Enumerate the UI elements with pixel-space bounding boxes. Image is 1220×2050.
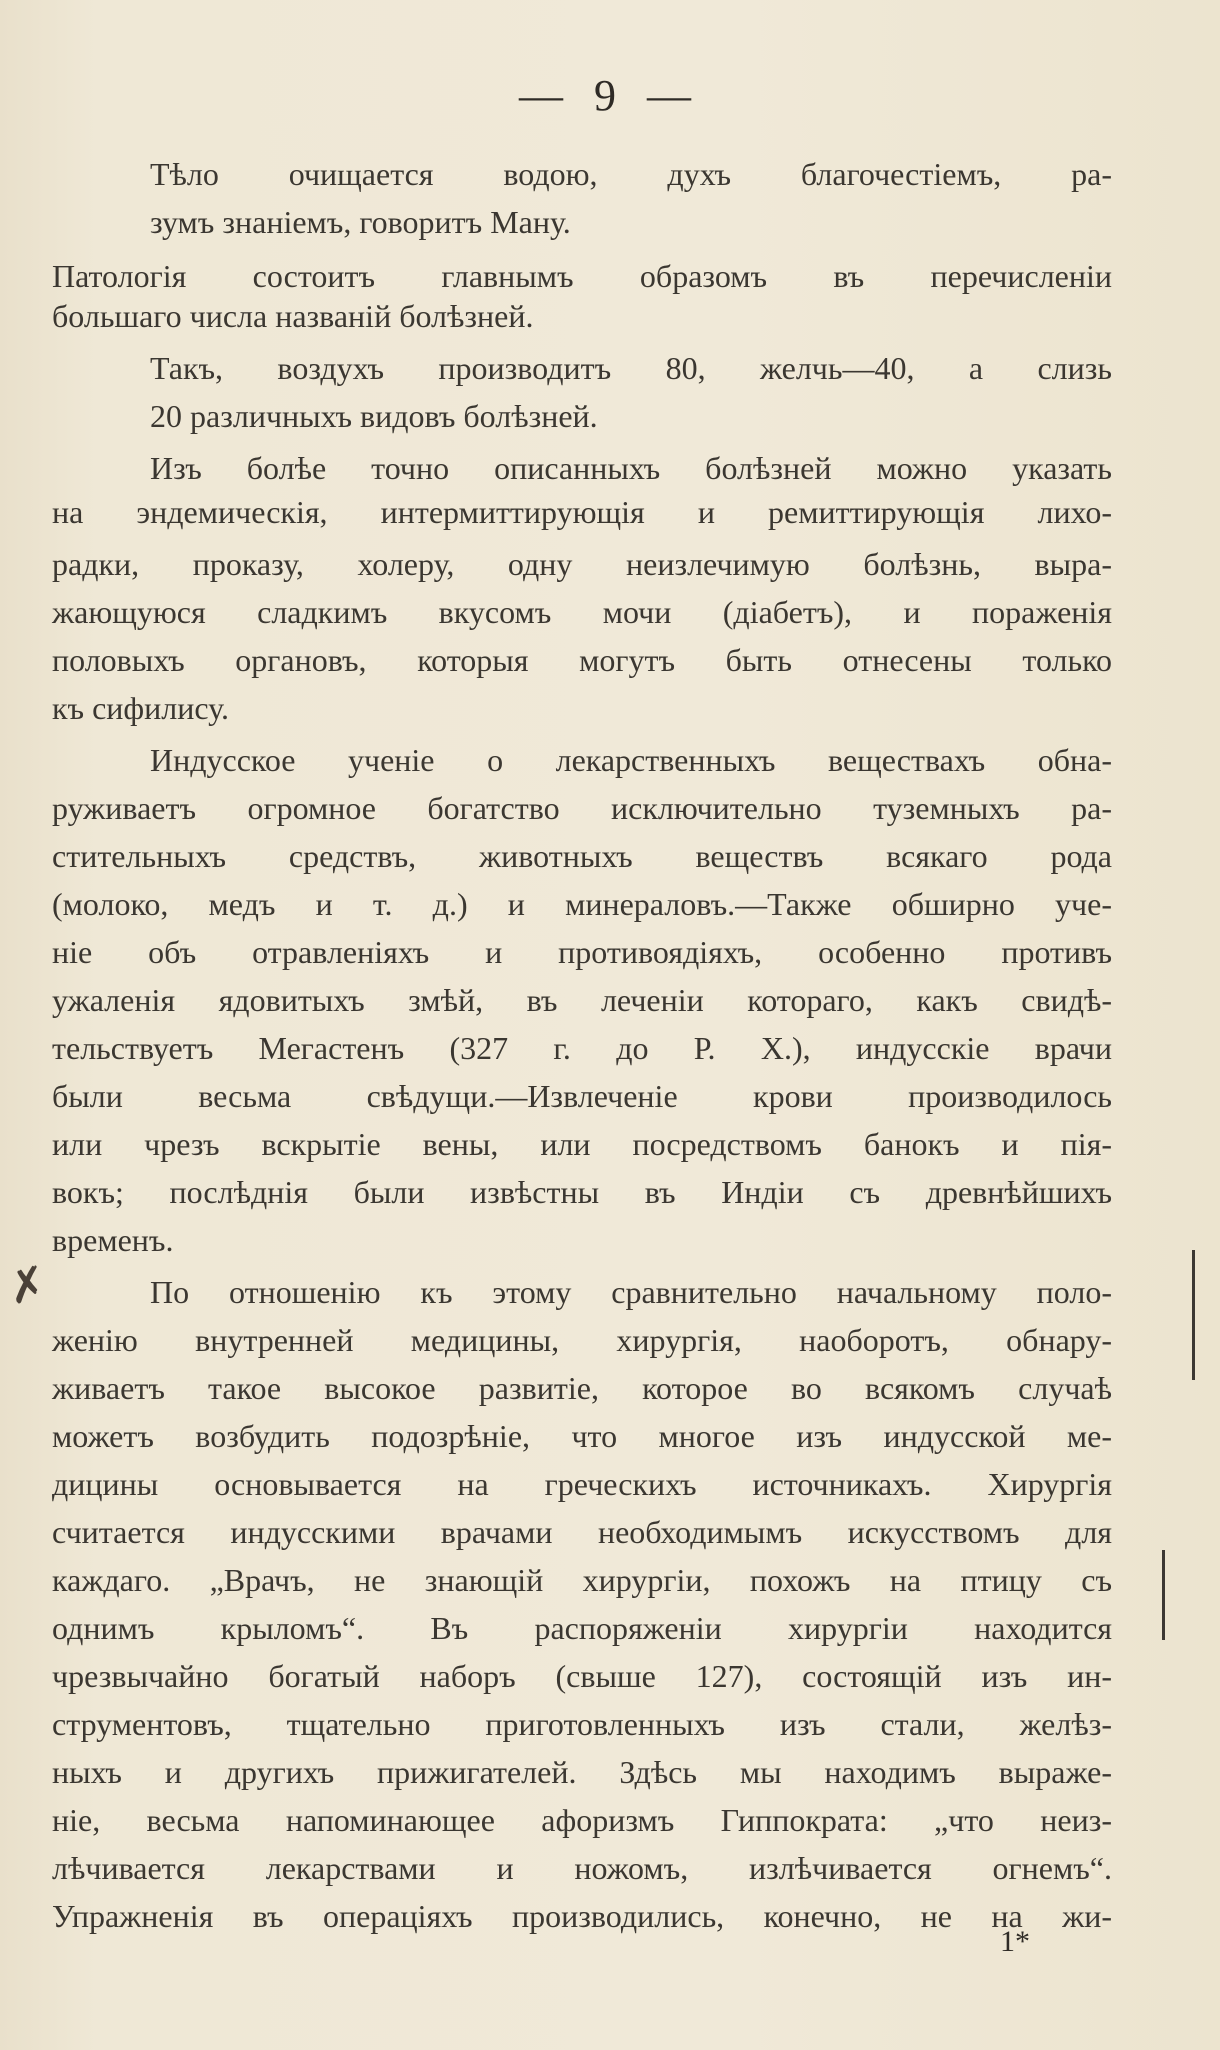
- text-line: лѣчивается лекарствами и ножомъ, излѣчивается огнемъ“.: [52, 1850, 1112, 1886]
- margin-bracket-line: [1162, 1550, 1165, 1640]
- signature-mark: 1*: [1000, 1925, 1030, 1958]
- text-line: зумъ знаніемъ, говоритъ Ману.: [150, 204, 571, 240]
- text-line: вокъ; послѣднія были извѣстны въ Индіи съ древнѣйшихъ: [52, 1174, 1112, 1210]
- text-line: радки, проказу, холеру, одну неизлечимую болѣзнь, выра-: [52, 546, 1112, 582]
- text-line: къ сифилису.: [52, 690, 229, 726]
- text-line: ужаленія ядовитыхъ змѣй, въ леченіи котораго, какъ свидѣ-: [52, 982, 1112, 1018]
- text-line: По отношенію къ этому сравнительно начальному поло-: [150, 1274, 1112, 1310]
- text-line: 20 различныхъ видовъ болѣзней.: [150, 398, 598, 434]
- margin-pencil-mark: ✗: [3, 1256, 52, 1315]
- text-line: на эндемическія, интермиттирующія и ремиттирующія лихо-: [52, 494, 1112, 530]
- text-line: каждаго. „Врачъ, не знающій хирургіи, похожъ на птицу съ: [52, 1562, 1112, 1598]
- text-line: тельствуетъ Мегастенъ (327 г. до Р. Х.), индусскіе врачи: [52, 1030, 1112, 1066]
- margin-bracket-line: [1192, 1250, 1195, 1380]
- text-line: большаго числа названій болѣзней.: [52, 298, 534, 334]
- text-line: женію внутренней медицины, хирургія, наоборотъ, обнару-: [52, 1322, 1112, 1358]
- text-line: жающуюся сладкимъ вкусомъ мочи (діабетъ), и пораженія: [52, 594, 1112, 630]
- text-line: руживаетъ огромное богатство исключительно туземныхъ ра-: [52, 790, 1112, 826]
- text-line: половыхъ органовъ, которыя могутъ быть отнесены только: [52, 642, 1112, 678]
- text-line: Патологія состоитъ главнымъ образомъ въ перечисленіи: [52, 258, 1112, 294]
- text-line: Изъ болѣе точно описанныхъ болѣзней можно указать: [150, 450, 1112, 486]
- text-line: живаетъ такое высокое развитіе, которое во всякомъ случаѣ: [52, 1370, 1112, 1406]
- page-number-header: — 9 —: [519, 71, 701, 120]
- text-line: временъ.: [52, 1222, 174, 1258]
- text-line: считается индусскими врачами необходимымъ искусствомъ для: [52, 1514, 1112, 1550]
- text-line: ніе, весьма напоминающее афоризмъ Гиппократа: „что неиз-: [52, 1802, 1112, 1838]
- text-line: или чрезъ вскрытіе вены, или посредствомъ банокъ и пія-: [52, 1126, 1112, 1162]
- text-line: Такъ, воздухъ производитъ 80, желчь—40, а слизь: [150, 350, 1112, 386]
- text-line: дицины основывается на греческихъ источникахъ. Хирургія: [52, 1466, 1112, 1502]
- text-line: чрезвычайно богатый наборъ (свыше 127), состоящій изъ ин-: [52, 1658, 1112, 1694]
- text-line: можетъ возбудить подозрѣніе, что многое изъ индусской ме-: [52, 1418, 1112, 1454]
- text-line: (молоко, медъ и т. д.) и минераловъ.—Также обширно уче-: [52, 886, 1112, 922]
- text-line: ныхъ и другихъ прижигателей. Здѣсь мы находимъ выраже-: [52, 1754, 1112, 1790]
- text-line: Упражненія въ операціяхъ производились, конечно, не на жи-: [52, 1898, 1112, 1934]
- text-line: стительныхъ средствъ, животныхъ веществъ всякаго рода: [52, 838, 1112, 874]
- text-line: были весьма свѣдущи.—Извлеченіе крови производилось: [52, 1078, 1112, 1114]
- text-line: Индусское ученіе о лекарственныхъ веществахъ обна-: [150, 742, 1112, 778]
- text-line: струментовъ, тщательно приготовленныхъ изъ стали, желѣз-: [52, 1706, 1112, 1742]
- text-line: ніе объ отравленіяхъ и противоядіяхъ, особенно противъ: [52, 934, 1112, 970]
- text-line: однимъ крыломъ“. Въ распоряженіи хирургіи находится: [52, 1610, 1112, 1646]
- text-line: Тѣло очищается водою, духъ благочестіемъ, ра-: [150, 156, 1112, 192]
